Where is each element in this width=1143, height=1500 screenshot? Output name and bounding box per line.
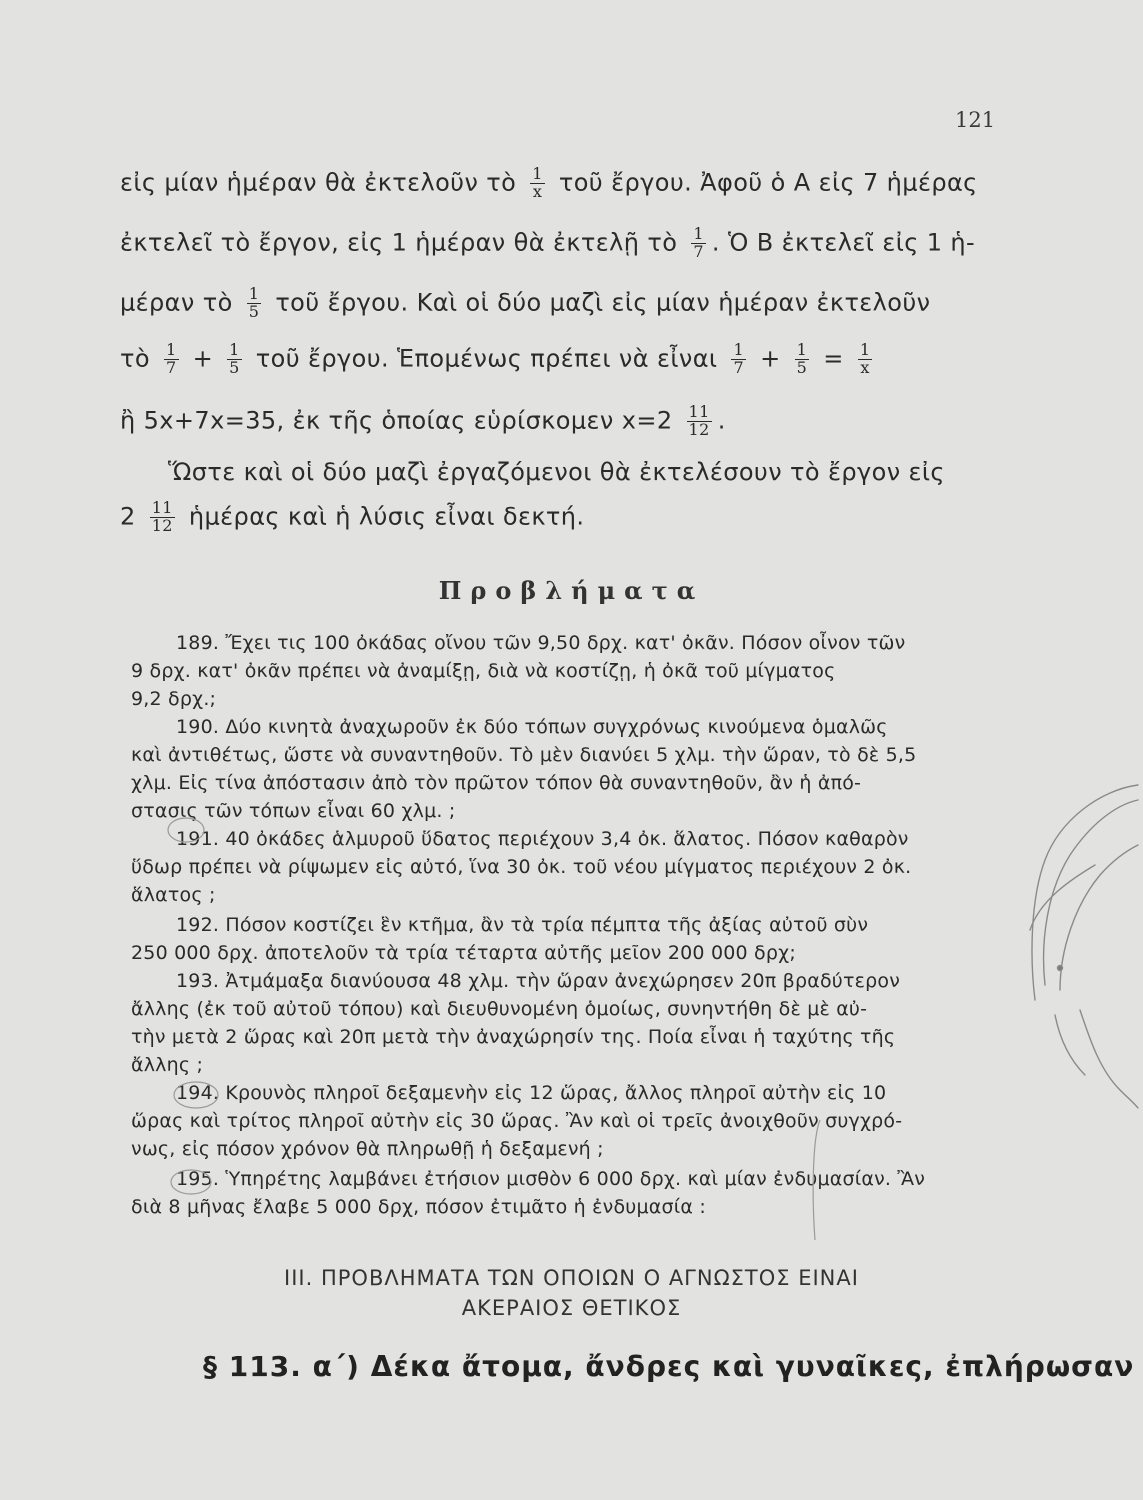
fraction-numerator: 1 [248,284,260,303]
problem-line: 195. Ὑπηρέτης λαμβάνει ἐτήσιον μισθὸν 6 000 δρχ. καὶ μίαν ἐνδυμασίαν. Ἂν [176,1168,926,1190]
text-span: τοῦ ἔργου. Ἀφοῦ ὁ Α εἰς 7 ἡμέρας [558,168,978,197]
problem-line: 192. Πόσον κοστίζει ἓν κτῆμα, ἂν τὰ τρία πέμπτα τῆς ἀξίας αὐτοῦ σὺν [176,914,869,936]
fraction-numerator: 1 [859,340,871,359]
problem-line: ἄλλης (ἐκ τοῦ αὐτοῦ τόπου) καὶ διευθυνομένη ὁμοίως, συνηντήθη δὲ μὲ αὐ- [131,998,868,1020]
chapter-heading-line1: III. ΠΡΟΒΛΗΜΑΤΑ ΤΩΝ ΟΠΟΙΩΝ Ο ΑΓΝΩΣΤΟΣ ΕΙΝΑΙ [284,1266,859,1290]
fraction-numerator: 1 [796,340,808,359]
fraction-denominator: 7 [165,357,177,377]
problem-line: ὥρας καὶ τρίτος πληροῖ αὐτὴν εἰς 30 ὥρας. Ἂν καὶ οἱ τρεῖς ἀνοιχθοῦν συγχρό- [131,1110,903,1132]
text-span: μέραν τὸ [120,288,233,317]
text-span: 2 [120,502,136,531]
problem-line: διὰ 8 μῆνας ἔλαβε 5 000 δρχ, πόσον ἐτιμᾶτο ἡ ἐνδυμασία : [131,1196,706,1218]
problems-title: Προβλήματα [438,576,705,605]
fraction-numerator: 1 [733,340,745,359]
problem-line: 250 000 δρχ. ἀποτελοῦν τὰ τρία τέταρτα αὐτῆς μεῖον 200 000 δρχ; [131,942,796,964]
fraction-denominator: x [532,181,543,201]
text-span: . [717,406,726,435]
fraction-denominator: 7 [693,241,704,261]
fraction-numerator: 1 [229,340,240,359]
fraction-numerator: 1 [693,224,704,243]
problem-line: καὶ ἀντιθέτως, ὥστε νὰ συναντηθοῦν. Τὸ μὲν διανύει 5 χλμ. τὴν ὥραν, τὸ δὲ 5,5 [131,744,917,766]
fraction-denominator: 7 [733,357,745,377]
problem-line: 191. 40 ὀκάδες ἁλμυροῦ ὕδατος περιέχουν 3,4 ὀκ. ἅλατος. Πόσον καθαρὸν [176,828,909,850]
fraction-denominator: 5 [248,301,260,321]
fraction-numerator: 11 [151,498,173,517]
fraction-numerator: 1 [165,340,177,359]
problem-line: ὕδωρ πρέπει νὰ ρίψωμεν εἰς αὐτό, ἵνα 30 ὀκ. τοῦ νέου μίγματος περιέχουν 2 ὀκ. [131,856,912,878]
text-span: Ὥστε καὶ οἱ δύο μαζὶ ἐργαζόμενοι θὰ ἐκτελέσουν τὸ ἔργον εἰς [168,458,945,486]
text-span: τοῦ ἔργου. Καὶ οἱ δύο μαζὶ εἰς μίαν ἡμέραν ἐκτελοῦν [275,288,931,317]
text-span: ἐκτελεῖ τὸ ἔργον, εἰς 1 ἡμέραν θὰ ἐκτελῇ τὸ [120,228,678,257]
page-number: 121 [955,108,996,132]
chapter-heading-line2: ΑΚΕΡΑΙΟΣ ΘΕΤΙΚΟΣ [461,1296,682,1320]
problem-line: 194. Κρουνὸς πληροῖ δεξαμενὴν εἰς 12 ὥρας, ἄλλος πληροῖ αὐτὴν εἰς 10 [176,1082,887,1104]
plus-sign: + [192,344,214,373]
problem-line: στασις τῶν τόπων εἶναι 60 χλμ. ; [131,800,456,822]
problem-line: 193. Ἀτμάμαξα διανύουσα 48 χλμ. τὴν ὥραν ἀνεχώρησεν 20π βραδύτερον [176,970,901,992]
problem-line: χλμ. Εἰς τίνα ἀπόστασιν ἀπὸ τὸν πρῶτον τόπον θὰ συναντηθοῦν, ἂν ἡ ἀπό- [131,772,862,794]
problem-line: νως, εἰς πόσον χρόνον θὰ πληρωθῇ ἡ δεξαμενή ; [131,1138,604,1160]
fraction-numerator: 11 [688,402,710,421]
problem-line: 9,2 δρχ.; [131,688,217,710]
text-span: . Ὁ Β ἐκτελεῖ εἰς 1 ἡ- [711,228,976,257]
fraction-denominator: 5 [796,357,808,377]
section-heading: § 113. α΄) Δέκα ἄτομα, ἄνδρες καὶ γυναῖκες, ἐπλήρωσαν [203,1350,1135,1383]
text-span: τὸ [120,344,150,373]
problem-line: 9 δρχ. κατ' ὀκᾶν πρέπει νὰ ἀναμίξῃ, διὰ νὰ κοστίζῃ, ἡ ὀκᾶ τοῦ μίγματος [131,660,836,682]
text-span: τοῦ ἔργου. Ἑπομένως πρέπει νὰ εἶναι [255,344,718,373]
text-span: ἡμέρας καὶ ἡ λύσις εἶναι δεκτή. [188,502,585,531]
plus-sign: + [760,344,781,373]
text-span: ἢ 5x+7x=35, ἐκ τῆς ὁποίας εὑρίσκομεν x=2 [120,406,673,435]
fraction-numerator: 1 [532,164,543,183]
equals-sign: = [823,344,844,373]
fraction-denominator: x [860,357,870,377]
fraction-denominator: 5 [229,357,240,377]
text-span: εἰς μίαν ἡμέραν θὰ ἐκτελοῦν τὸ [120,168,517,197]
problem-line: τὴν μετὰ 2 ὥρας καὶ 20π μετὰ τὴν ἀναχώρησίν της. Ποία εἶναι ἡ ταχύτης τῆς [131,1026,896,1048]
problem-line: 190. Δύο κινητὰ ἀναχωροῦν ἐκ δύο τόπων συγχρόνως κινούμενα ὁμαλῶς [176,716,888,738]
problem-line: 189. Ἔχει τις 100 ὀκάδας οἴνου τῶν 9,50 δρχ. κατ' ὀκᾶν. Πόσον οἶνον τῶν [176,632,906,654]
problem-line: ἅλατος ; [131,884,216,906]
fraction-denominator: 12 [151,515,173,535]
problem-line: ἄλλης ; [131,1054,204,1076]
fraction-denominator: 12 [688,419,710,439]
